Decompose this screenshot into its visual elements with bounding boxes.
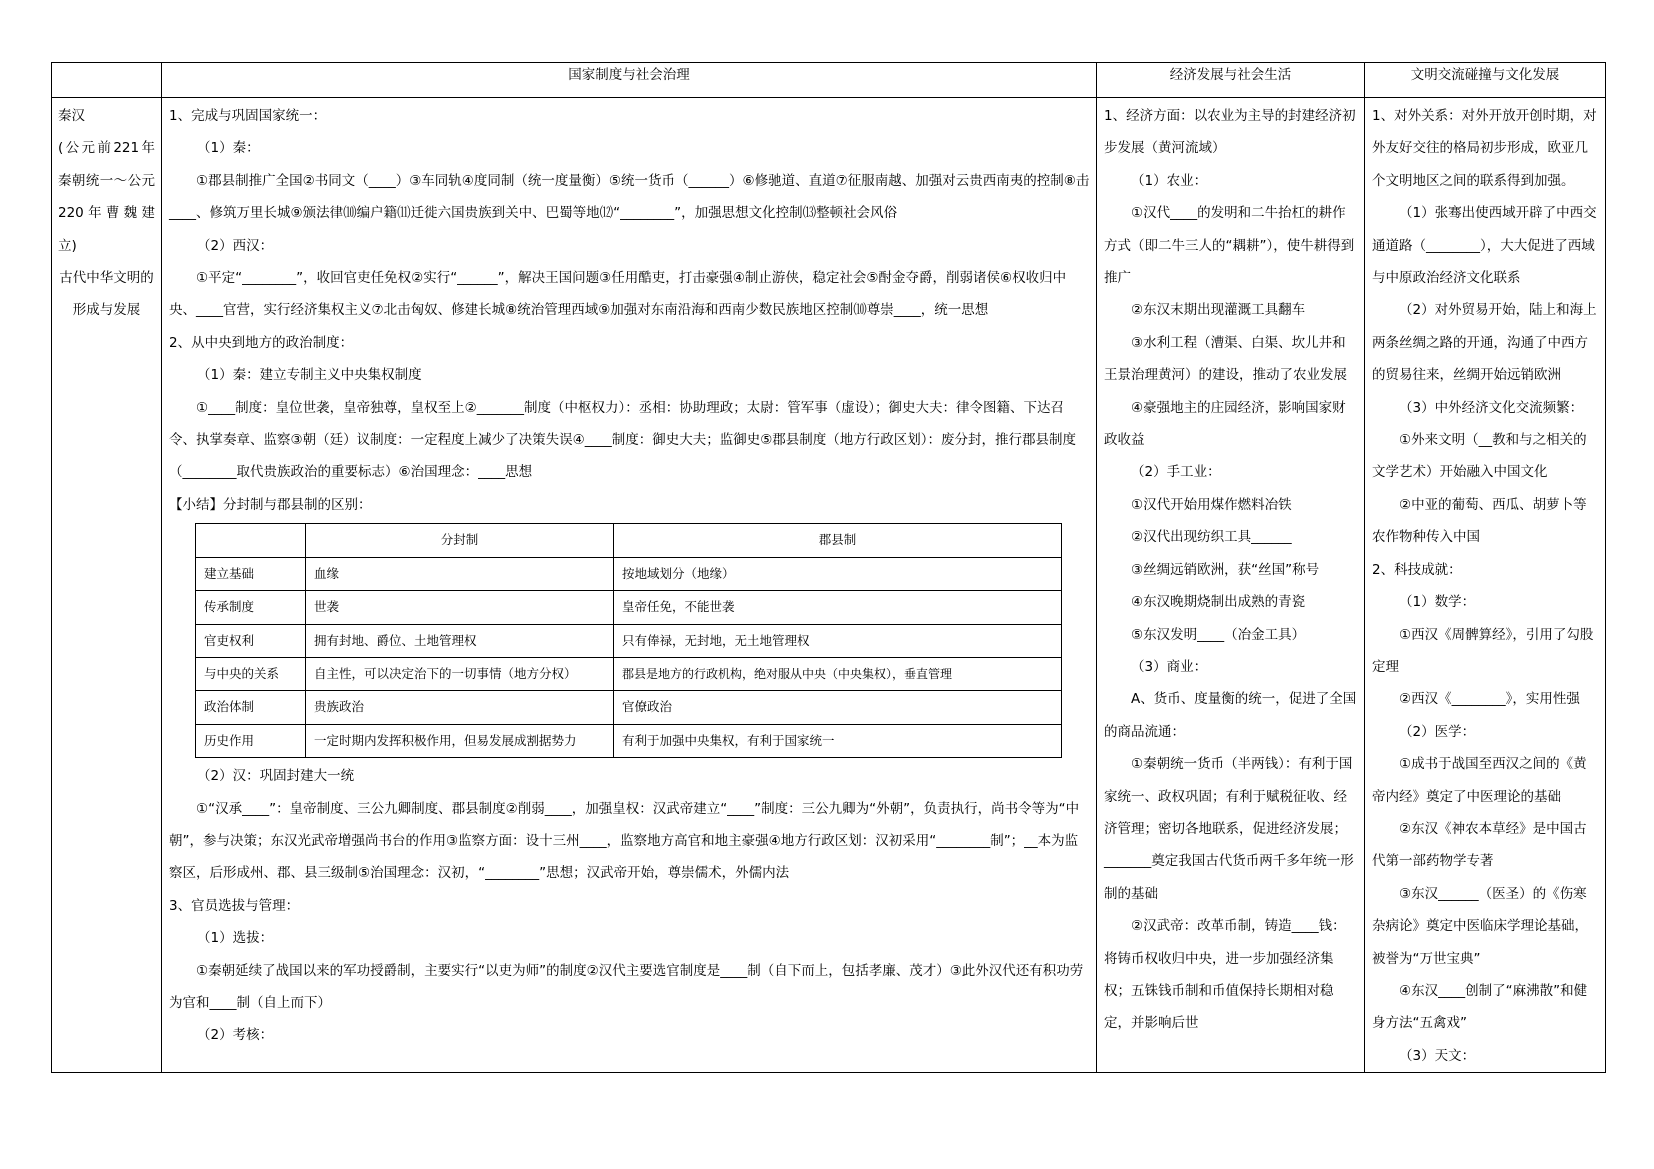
gov-s3-title: 3、官员选拔与管理： [169, 897, 300, 914]
cult-s1-title: 1、对外关系：对外开放开创时期，对外友好交往的格局初步形成，欧亚几个文明地区之间的联系得到加强。 [1372, 108, 1597, 189]
row-label: 政治体制 [196, 691, 306, 724]
gov-s1-qin-title: （1）秦： [197, 140, 260, 157]
econ-craft-2: ②汉代出现纺织工具______ [1131, 529, 1292, 546]
fengjian-cell: 世袭 [306, 591, 614, 624]
row-label: 传承制度 [196, 591, 306, 624]
period-range: (公元前221年秦朝统一～公元220年曹魏建立) [58, 140, 155, 254]
econ-craft-3: ③丝绸远销欧洲，获“丝国”称号 [1131, 561, 1320, 578]
econ-trade-a: A、货币、度量衡的统一，促进了全国的商品流通： [1104, 691, 1357, 740]
cult-med-title: （2）医学： [1399, 723, 1476, 740]
cult-astro-title: （3）天文： [1399, 1047, 1476, 1064]
econ-agri-4: ④豪强地主的庄园经济，影响国家财政收益 [1104, 399, 1346, 449]
junxian-cell: 官僚政治 [614, 691, 1062, 724]
cult-med-1: ①成书于战国至西汉之间的《黄帝内经》奠定了中医理论的基础 [1372, 756, 1587, 805]
culture-cell [1365, 98, 1606, 1073]
row-label: 建立基础 [196, 557, 306, 590]
table-row [196, 591, 1062, 624]
gov-s1-title: 1、完成与巩固国家统一： [169, 108, 327, 124]
comparison-header-junxian: 郡县制 [614, 524, 1062, 557]
table-row [196, 657, 1062, 690]
gov-s1-qin-text: ①郡县制推广全国②书同文（____）③车同轨④度同制（统一度量衡）⑤统一货币（______）⑥修驰道、直道⑦征服南越、加强对云贵西南夷的控制⑧击____、修筑万里长城⑨颁法律⑽编户籍⑾迁徙六国贵族到关中、巴蜀等地⑿“________”，加强思想文化控制⒀整顿社会风俗 [169, 172, 1090, 222]
row-label: 历史作用 [196, 724, 306, 757]
gov-s3-select-text: ①秦朝延续了战国以来的军功授爵制，主要实行“以吏为师”的制度②汉代主要选官制度是____制（自下而上，包括孝廉、茂才）③此外汉代还有积功劳为官和____制（自上而下） [169, 962, 1084, 1011]
cult-s2-title: 2、科技成就： [1372, 561, 1462, 578]
econ-craft-4: ④东汉晚期烧制出成熟的青瓷 [1131, 594, 1306, 611]
cult-math-1: ①西汉《周髀算经》，引用了勾股定理 [1372, 626, 1594, 675]
cult-med-4: ④东汉____创制了“麻沸散”和健身方法“五禽戏” [1372, 982, 1588, 1032]
governance-cell [162, 98, 1097, 1073]
junxian-cell: 皇帝任免，不能世袭 [614, 591, 1062, 624]
cult-med-2: ②东汉《神农本草经》是中国古代第一部药物学专著 [1372, 820, 1587, 870]
table-row [196, 724, 1062, 757]
cult-s1-3-2: ②中亚的葡萄、西瓜、胡萝卜等农作物种传入中国 [1372, 496, 1587, 546]
gov-s2-title: 2、从中央到地方的政治制度： [169, 334, 354, 351]
gov-s2-qin-text: ①____制度：皇位世袭，皇帝独尊，皇权至上②_______制度（中枢权力）：丞相：协助理政；太尉：管军事（虚设）；御史大夫：律令图籍、下达召令、执掌奏章、监察③朝（廷）议制度：一定程度上减少了决策失误④____制度：御史大夫；监御史⑤郡县制度（地方行政区划）：废分封，推行郡县制度（________取代贵族政治的重要标志）⑥治国理念：____思想 [169, 399, 1077, 481]
econ-agri-2: ②东汉末期出现灌溉工具翻车 [1131, 302, 1306, 319]
cult-math-title: （1）数学： [1399, 594, 1476, 611]
comparison-header-fengjian: 分封制 [306, 524, 614, 557]
gov-s2-qin-title: （1）秦：建立专制主义中央集权制度 [197, 367, 422, 384]
comparison-header-empty [196, 524, 306, 557]
cult-s1-1: （1）张骞出使西域开辟了中西交通道路（________），大大促进了西域与中原政治经济文化联系 [1372, 205, 1597, 287]
economy-cell [1097, 98, 1365, 1073]
table-row [196, 557, 1062, 590]
gov-s1-han-title: （2）西汉： [197, 237, 274, 254]
period-stage: 古代中华文明的形成与发展 [59, 270, 154, 319]
gov-s1-han-text: ①平定“________”，收回官吏任免权②实行“______”，解决王国问题③任用酷吏，打击豪强④制止游侠，稳定社会⑤酎金夺爵，削弱诸侯⑥权收归中央、____官营，实行经济集权主义⑦北击匈奴、修建长城⑧统治管理西域⑨加强对东南沿海和西南少数民族地区控制⑽尊崇____，统一思想 [169, 270, 1067, 319]
junxian-cell: 有利于加强中央集权，有利于国家统一 [614, 724, 1062, 757]
comparison-header-row [196, 524, 1062, 557]
header-economy: 经济发展与社会生活 [1097, 63, 1365, 98]
cult-math-2: ②西汉《________》，实用性强 [1399, 691, 1580, 708]
gov-s3-select-title: （1）选拔： [197, 930, 274, 947]
comparison-table [195, 523, 1062, 758]
row-label: 与中央的关系 [196, 657, 306, 690]
fengjian-cell: 自主性，可以决定治下的一切事情（地方分权） [306, 657, 614, 690]
fengjian-cell: 拥有封地、爵位、土地管理权 [306, 624, 614, 657]
cult-s1-2: （2）对外贸易开始，陆上和海上两条丝绸之路的开通，沟通了中西方的贸易往来，丝绸开始远销欧洲 [1372, 302, 1597, 384]
table-row [196, 624, 1062, 657]
fengjian-cell: 血缘 [306, 557, 614, 590]
history-outline-table [51, 62, 1606, 1073]
junxian-cell: 郡县是地方的行政机构，绝对服从中央（中央集权），垂直管理 [614, 657, 1062, 690]
fengjian-cell: 贵族政治 [306, 691, 614, 724]
qin-han-row [52, 98, 1606, 1073]
gov-s3-exam-title: （2）考核： [197, 1027, 274, 1044]
econ-agri-title: （1）农业： [1131, 172, 1208, 189]
econ-craft-1: ①汉代开始用煤作燃料冶铁 [1131, 496, 1292, 513]
table-row [196, 691, 1062, 724]
econ-trade-2: ②汉武帝：改革币制，铸造____钱：将铸币权收归中央，进一步加强经济集权；五铢钱币制和币值保持长期相对稳定，并影响后世 [1104, 918, 1346, 1032]
header-period-cell [52, 63, 162, 98]
econ-trade-title: （3）商业： [1131, 658, 1208, 675]
header-culture: 文明交流碰撞与文化发展 [1365, 63, 1606, 98]
econ-craft-5: ⑤东汉发明____（冶金工具） [1131, 626, 1306, 643]
gov-s2-han-title: （2）汉：巩固封建大一统 [197, 768, 355, 785]
fengjian-cell: 一定时期内发挥积极作用，但易发展成割据势力 [306, 724, 614, 757]
econ-agri-3: ③水利工程（漕渠、白渠、坎儿井和王景治理黄河）的建设，推动了农业发展 [1104, 334, 1347, 384]
junxian-cell: 只有俸禄，无封地，无土地管理权 [614, 624, 1062, 657]
econ-intro: 1、经济方面：以农业为主导的封建经济初步发展（黄河流域） [1104, 108, 1356, 157]
row-label: 官吏权利 [196, 624, 306, 657]
econ-agri-1: ①汉代____的发明和二牛抬杠的耕作方式（即二牛三人的“耦耕”），使牛耕得到推广 [1104, 205, 1355, 287]
gov-s2-han-text: ①“汉承____”：皇帝制度、三公九卿制度、郡县制度②削弱____，加强皇权：汉武帝建立“____”制度：三公九卿为“外朝”，负责执行，尚书令等为“中朝”，参与决策；东汉光武帝增强尚书台的作用③监察方面：设十三州____，监察地方高官和地主豪强④地方行政区划：汉初采用“________制”；__本为监察区，后形成州、郡、县三级制⑤治国理念：汉初，“________”思想；汉武帝开始，尊崇儒术，外儒内法 [169, 800, 1080, 882]
econ-trade-1: ①秦朝统一货币（半两钱）：有利于国家统一、政权巩固；有利于赋税征收、经济管理；密切各地联系，促进经济发展；_______奠定我国古代货币两千多年统一形制的基础 [1104, 756, 1354, 902]
header-row [52, 63, 1606, 98]
cult-s1-3: （3）中外经济文化交流频繁： [1399, 399, 1584, 416]
period-cell [52, 98, 162, 1073]
junxian-cell: 按地域划分（地缘） [614, 557, 1062, 590]
cult-med-3: ③东汉______（医圣）的《伤寒杂病论》奠定中医临床学理论基础，被誉为“万世宝典” [1372, 885, 1588, 967]
header-governance: 国家制度与社会治理 [162, 63, 1097, 98]
cult-s1-3-1: ①外来文明（__教和与之相关的文学艺术）开始融入中国文化 [1372, 432, 1587, 481]
period-name: 秦汉 [58, 108, 85, 124]
gov-summary-title: 【小结】分封制与郡县制的区别： [169, 496, 372, 513]
econ-craft-title: （2）手工业： [1131, 464, 1221, 481]
